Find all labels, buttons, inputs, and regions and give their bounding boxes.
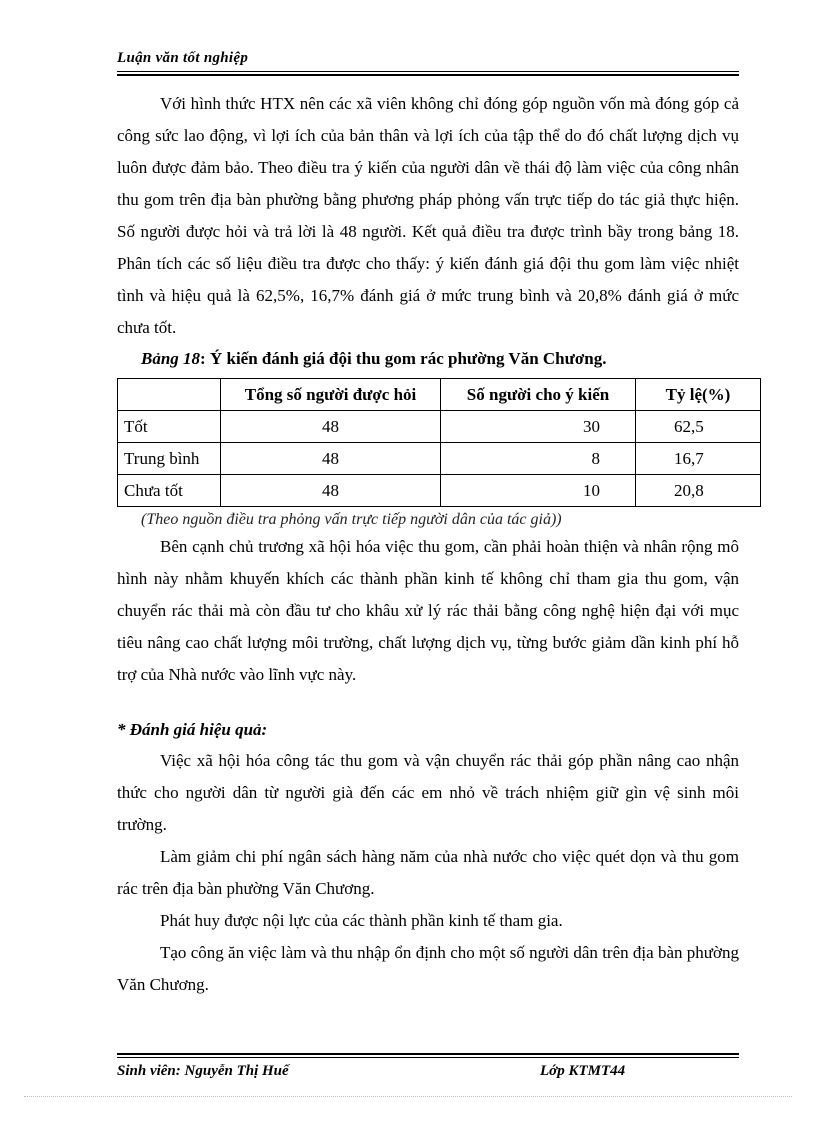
paragraph-3: Việc xã hội hóa công tác thu gom và vận chuyển rác thải góp phần nâng cao nhận thức cho người dân từ người già đến các em nhỏ về trách nhiệm giữ gìn vệ sinh môi trường. (117, 751, 739, 834)
table-cell: 48 (221, 475, 441, 507)
header-rule-thin (117, 71, 739, 72)
header-rule-thick (117, 74, 739, 76)
paragraph-1: Với hình thức HTX nên các xã viên không chỉ đóng góp nguồn vốn mà đóng góp cả công sức lao động, vì lợi ích của bản thân và lợi ích của tập thể do đó chất lượng dịch vụ luôn được đảm bảo. Theo điều tra ý kiến của người dân về thái độ làm việc của công nhân thu gom trên địa bàn phường bằng phương pháp phỏng vấn trực tiếp do tác giả thực hiện. Số người được hỏi và trả lời là 48 người. Kết quả điều tra được trình bầy trong bảng 18. Phân tích các số liệu điều tra được cho thấy: ý kiến đánh giá đội thu gom làm việc nhiệt tình và hiệu quả là 62,5%, 16,7% đánh giá ở mức trung bình và 20,8% đánh giá ở mức chưa tốt. (117, 94, 739, 337)
table-cell: 62,5 (636, 411, 761, 443)
table-cell: 30 (441, 411, 636, 443)
footer-rule-thin (117, 1057, 739, 1058)
table-header-cell: Số người cho ý kiến (441, 379, 636, 411)
table-header-row (118, 379, 761, 411)
section-title: * Đánh giá hiệu quả: (117, 720, 268, 739)
data-table (117, 378, 761, 507)
paragraph-4: Làm giảm chi phí ngân sách hàng năm của nhà nước cho việc quét dọn và thu gom rác trên địa bàn phường Văn Chương. (117, 847, 739, 898)
table-cell: 48 (221, 411, 441, 443)
table-cell-category: Tốt (118, 411, 221, 443)
document-body (117, 88, 739, 1001)
table-row (118, 443, 761, 475)
header-title: Luận văn tốt nghiệp (117, 50, 249, 66)
table-cell: 48 (221, 443, 441, 475)
table-cell-category: Chưa tốt (118, 475, 221, 507)
table-cell: 8 (441, 443, 636, 475)
table-header-cell: Tổng số người được hỏi (221, 379, 441, 411)
table-cell: 20,8 (636, 475, 761, 507)
table-header-cell: Tỷ lệ(%) (636, 379, 761, 411)
table-cell: 10 (441, 475, 636, 507)
table-source-note: (Theo nguồn điều tra phỏng vấn trực tiếp người dân của tác giả)) (141, 511, 562, 528)
table-caption (141, 346, 739, 372)
table-caption-text: : Ý kiến đánh giá đội thu gom rác phường Văn Chương. (200, 349, 607, 368)
paragraph-2: Bên cạnh chủ trương xã hội hóa việc thu gom, cần phải hoàn thiện và nhân rộng mô hình này nhằm khuyến khích các thành phần kinh tế không chỉ tham gia thu gom, vận chuyển rác thải mà còn đầu tư cho khâu xử lý rác thải bằng công nghệ hiện đại với mục tiêu nâng cao chất lượng môi trường, chất lượng dịch vụ, từng bước giảm dần kinh phí hỗ trợ của Nhà nước vào lĩnh vực này. (117, 537, 739, 684)
paragraph-6: Tạo công ăn việc làm và thu nhập ổn định cho một số người dân trên địa bàn phường Văn Chương. (117, 943, 739, 994)
table-caption-label: Bảng 18 (141, 349, 201, 368)
page-bottom-dotted-line (24, 1096, 792, 1097)
table-row (118, 475, 761, 507)
table-cell-category: Trung bình (118, 443, 221, 475)
footer-student-name: Sinh viên: Nguyễn Thị Huế (117, 1063, 289, 1079)
table-cell: 16,7 (636, 443, 761, 475)
footer-rule-thick (117, 1053, 739, 1055)
footer-class-code: Lớp KTMT44 (540, 1063, 626, 1079)
paragraph-5: Phát huy được nội lực của các thành phần kinh tế tham gia. (160, 911, 563, 930)
table-row (118, 411, 761, 443)
table-header-cell (118, 379, 221, 411)
